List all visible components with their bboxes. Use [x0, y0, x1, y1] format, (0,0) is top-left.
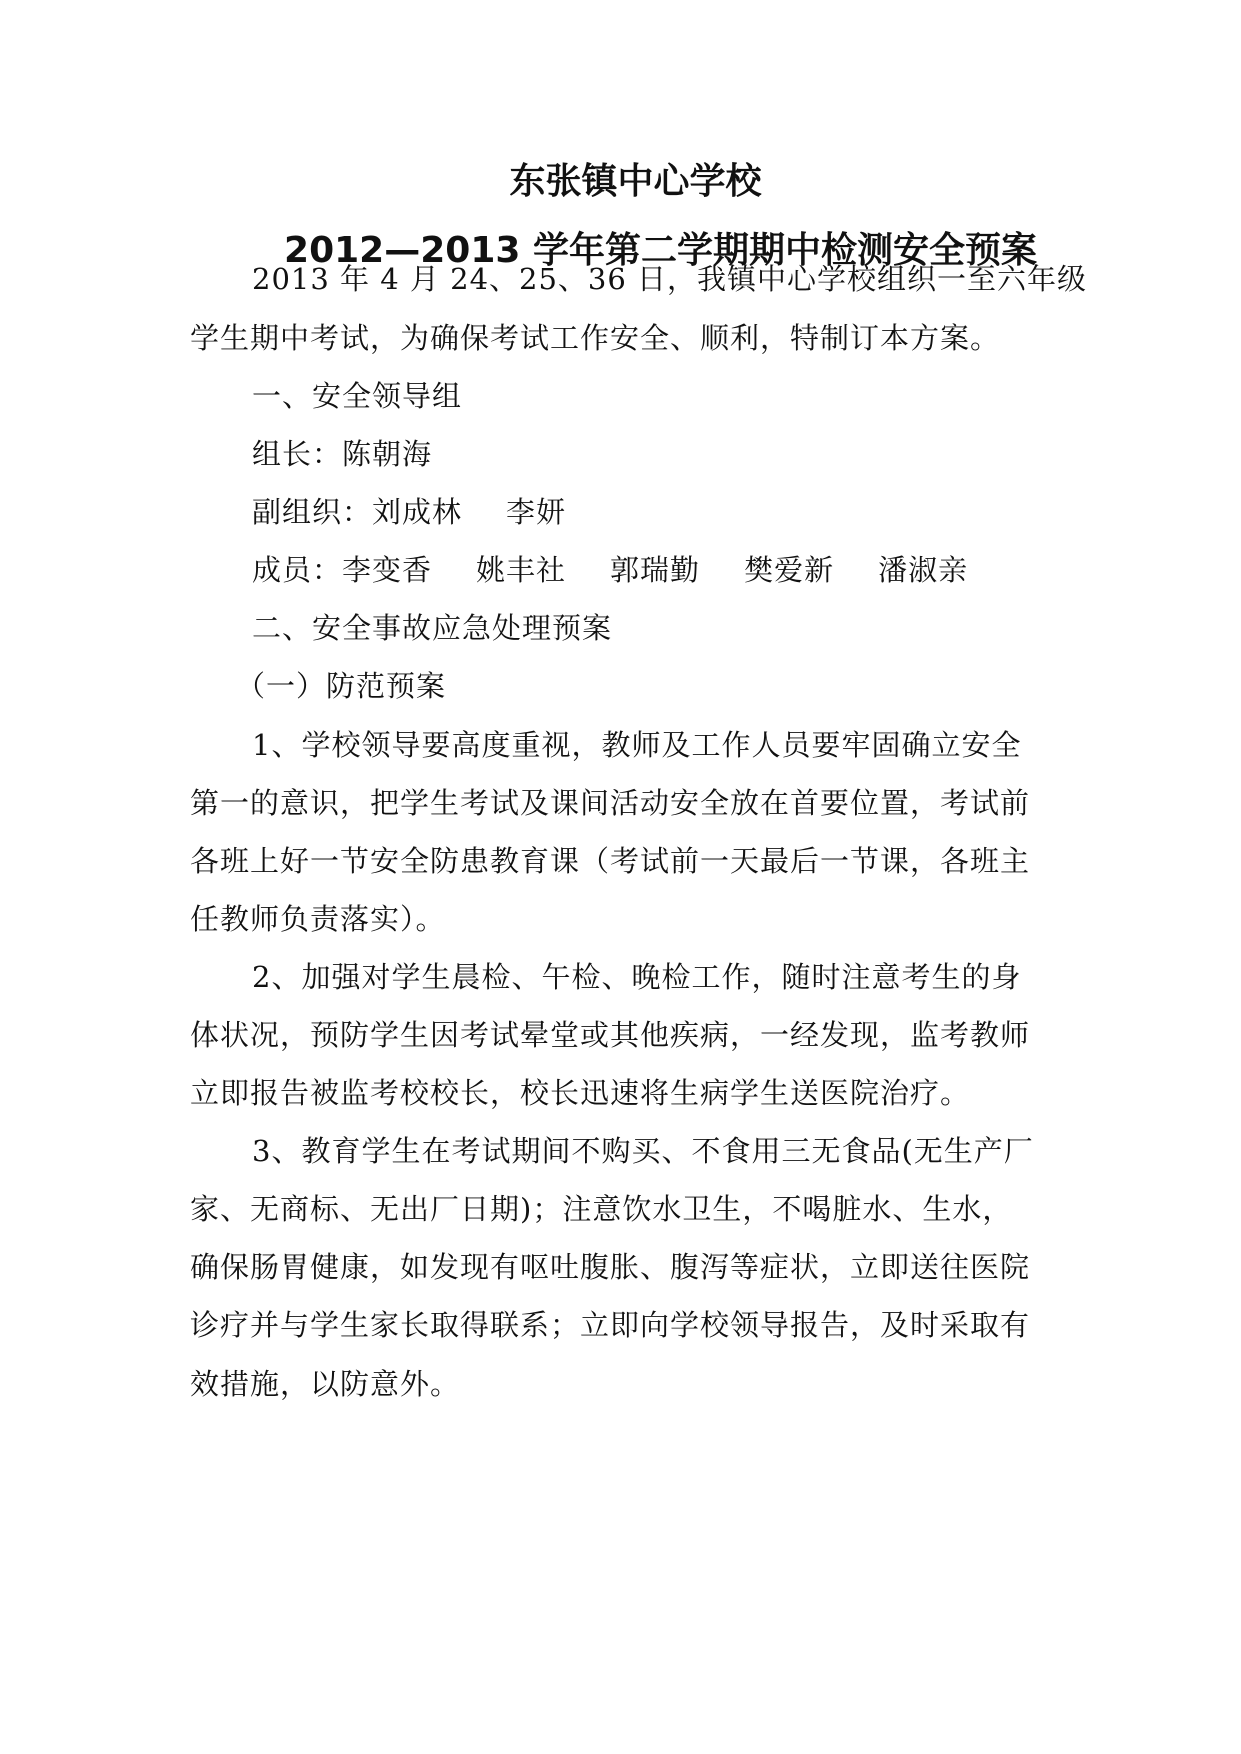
- item2-line-1: 2、加强对学生晨检、午检、晚检工作，随时注意考生的身: [252, 960, 1022, 994]
- item1-line-1: 1、学校领导要高度重视，教师及工作人员要牢固确立安全: [252, 728, 1022, 762]
- section1-heading: 一、安全领导组: [252, 379, 463, 413]
- member-name: 李变香: [342, 553, 433, 587]
- item3-line-4: 诊疗并与学生家长取得联系；立即向学校领导报告，及时采取有: [190, 1308, 1031, 1342]
- item1-line-2: 第一的意识，把学生考试及课间活动安全放在首要位置，考试前: [190, 786, 1031, 820]
- intro-line-1: 2013 年 4 月 24、25、36 日，我镇中心学校组织一至六年级: [252, 262, 1088, 296]
- deputy-label: 副组织：: [252, 495, 373, 529]
- section2-heading: 二、安全事故应急处理预案: [252, 611, 613, 645]
- intro-line-2: 学生期中考试，为确保考试工作安全、顺利，特制订本方案。: [190, 321, 1001, 355]
- deputy-name: 刘成林: [372, 495, 463, 529]
- deputy-name: 李妍: [506, 495, 567, 529]
- leader-line: 组长：陈朝海: [252, 437, 433, 471]
- members-line: [252, 552, 968, 588]
- item3-line-1: 3、教育学生在考试期间不购买、不食用三无食品(无生产厂: [252, 1134, 1034, 1168]
- member-name: 樊爱新: [744, 553, 835, 587]
- document-title: 2012—2013 学年第二学期期中检测安全预案: [284, 230, 1037, 271]
- member-name: 潘淑亲: [878, 553, 969, 587]
- deputy-line: [252, 494, 566, 530]
- member-name: 郭瑞勤: [610, 553, 701, 587]
- member-name: 姚丰社: [476, 553, 567, 587]
- item3-line-5: 效措施，以防意外。: [190, 1367, 461, 1401]
- item3-line-2: 家、无商标、无出厂日期)；注意饮水卫生，不喝脏水、生水，: [190, 1192, 1013, 1226]
- item3-line-3: 确保肠胃健康，如发现有呕吐腹胀、腹泻等症状，立即送往医院: [190, 1250, 1031, 1284]
- item1-line-3: 各班上好一节安全防患教育课（考试前一天最后一节课，各班主: [190, 844, 1031, 878]
- school-title: 东张镇中心学校: [509, 161, 762, 202]
- subsection-heading: （一）防范预案: [236, 669, 447, 703]
- item2-line-2: 体状况，预防学生因考试晕堂或其他疾病，一经发现，监考教师: [190, 1018, 1031, 1052]
- members-label: 成员：: [252, 553, 343, 587]
- item1-line-4: 任教师负责落实）。: [190, 902, 446, 936]
- item2-line-3: 立即报告被监考校校长，校长迅速将生病学生送医院治疗。: [190, 1076, 971, 1110]
